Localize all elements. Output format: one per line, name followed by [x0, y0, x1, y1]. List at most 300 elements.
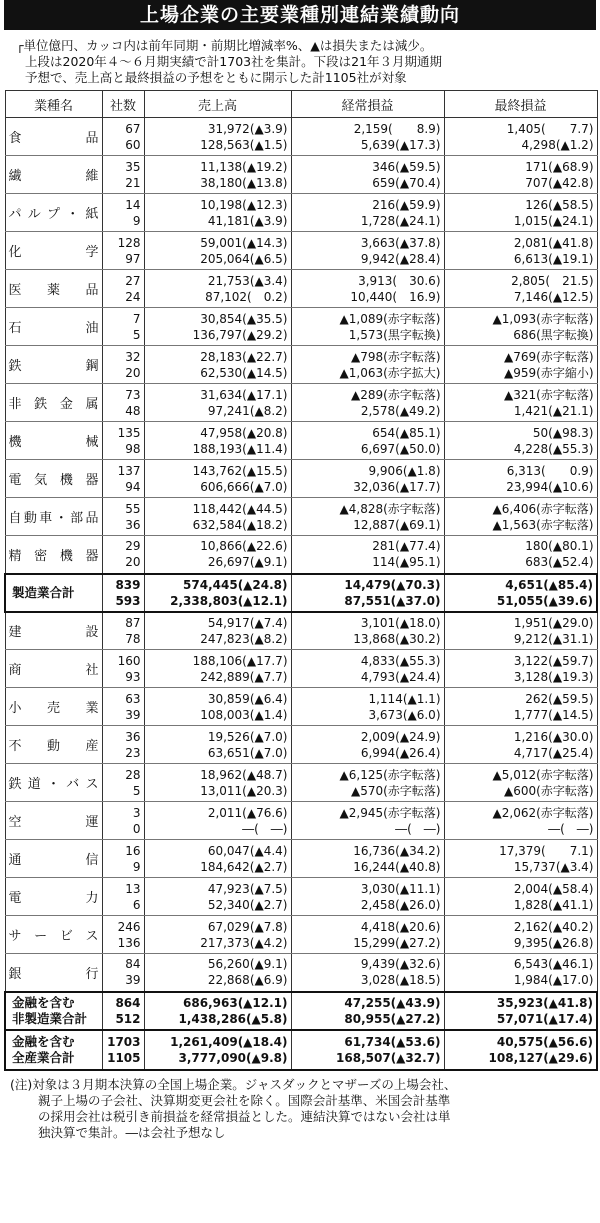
upper-value: ▲6,406(赤字転落): [492, 501, 594, 516]
upper-value: 59,001(▲14.3): [200, 235, 288, 250]
net-profit-cell: [444, 536, 597, 574]
lower-value: 4,228(▲55.3): [513, 441, 594, 456]
table-row: [5, 536, 597, 574]
upper-value: 216(▲59.9): [372, 197, 441, 212]
lower-value: 10,440( 16.9): [350, 289, 441, 304]
lower-value: ▲570(赤字転落): [351, 783, 441, 798]
ordinary-profit-cell: [291, 194, 444, 232]
lower-value: 217,373(▲4.2): [200, 935, 288, 950]
header-net-profit: 最終損益: [444, 91, 597, 118]
upper-value: 135: [117, 425, 141, 440]
ordinary-profit-cell: [291, 118, 444, 156]
ordinary-profit-cell: [291, 878, 444, 916]
lower-value: 12,887(▲69.1): [353, 517, 441, 532]
upper-value: 29: [125, 539, 141, 554]
upper-value: 16: [125, 843, 141, 858]
upper-value: 180(▲80.1): [525, 539, 594, 554]
sales-cell: [144, 802, 291, 840]
net-profit-cell: [444, 574, 597, 612]
net-profit-cell: [444, 878, 597, 916]
upper-value: 128: [117, 235, 141, 250]
ordinary-profit-cell: [291, 460, 444, 498]
lower-value: 108,127(▲29.6): [488, 1050, 593, 1065]
upper-value: 16,736(▲34.2): [353, 843, 441, 858]
ordinary-profit-cell: [291, 536, 444, 574]
note-line: 予想で、売上高と最終損益の予想をともに開示した計1105社が対象: [25, 70, 407, 85]
industry-name: 機械: [5, 422, 102, 460]
industry-name: [5, 1030, 102, 1070]
upper-value: 18,962(▲48.7): [200, 767, 288, 782]
lower-value: 184,642(▲2.7): [200, 859, 288, 874]
upper-value: 31,634(▲17.1): [200, 387, 288, 402]
lower-value: 136: [117, 935, 141, 950]
upper-value: 2,805( 21.5): [511, 273, 594, 288]
net-profit-cell: [444, 688, 597, 726]
ordinary-profit-cell: [291, 764, 444, 802]
ordinary-profit-cell: [291, 992, 444, 1030]
lower-value: 5,639(▲17.3): [360, 137, 441, 152]
company-count: [102, 384, 144, 422]
upper-value: 21,753(▲3.4): [207, 273, 288, 288]
upper-value: 6,313( 0.9): [506, 463, 594, 478]
upper-value: 2,011(▲76.6): [207, 805, 288, 820]
lower-value: ―( ―): [395, 821, 441, 836]
upper-value: 7: [132, 311, 141, 326]
upper-value: ▲2,945(赤字転落): [339, 805, 441, 820]
ordinary-profit-cell: [291, 802, 444, 840]
upper-value: 10,866(▲22.6): [200, 539, 288, 554]
upper-value: 2,081(▲41.8): [513, 235, 594, 250]
lower-value: ▲959(赤字縮小): [504, 365, 594, 380]
industry-name: 鉄道・バス: [5, 764, 102, 802]
lower-value: 87,551(▲37.0): [344, 593, 441, 608]
upper-value: 126(▲58.5): [525, 197, 594, 212]
lower-value: 5: [132, 783, 141, 798]
table-row: [5, 270, 597, 308]
results-table: [4, 90, 598, 1071]
upper-value: 84: [125, 957, 141, 972]
upper-value: 73: [125, 387, 141, 402]
lower-value: 23: [125, 745, 141, 760]
net-profit-cell: [444, 460, 597, 498]
ordinary-profit-cell: [291, 840, 444, 878]
upper-value: 67: [125, 121, 141, 136]
company-count: [102, 194, 144, 232]
sales-cell: [144, 764, 291, 802]
lower-value: 1,438,286(▲5.8): [178, 1011, 288, 1026]
footnote-line: 独決算で集計。―は会社予想なし: [38, 1124, 226, 1140]
sales-cell: [144, 346, 291, 384]
upper-value: 118,442(▲44.5): [192, 501, 288, 516]
lower-value: 6,697(▲50.0): [360, 441, 441, 456]
net-profit-cell: [444, 726, 597, 764]
table-row: [5, 232, 597, 270]
table-row: [5, 194, 597, 232]
company-count: [102, 308, 144, 346]
upper-value: 67,029(▲7.8): [207, 919, 288, 934]
net-profit-cell: [444, 1030, 597, 1070]
lower-value: 1105: [107, 1050, 141, 1065]
net-profit-cell: [444, 954, 597, 992]
table-row: [5, 308, 597, 346]
lower-value: 9: [132, 859, 141, 874]
table-row: [5, 498, 597, 536]
ordinary-profit-cell: [291, 688, 444, 726]
upper-value: 171(▲68.9): [525, 159, 594, 174]
lower-value: 188,193(▲11.4): [192, 441, 288, 456]
upper-value: 686,963(▲12.1): [183, 995, 288, 1010]
header-industry: 業種名: [5, 91, 102, 118]
upper-value: 1,405( 7.7): [506, 121, 594, 136]
upper-value: ▲1,093(赤字転落): [492, 311, 594, 326]
ordinary-profit-cell: [291, 612, 444, 650]
sales-cell: [144, 156, 291, 194]
lower-value: 1,828(▲41.1): [513, 897, 594, 912]
table-row: [5, 1030, 597, 1070]
lower-value: 205,064(▲6.5): [200, 251, 288, 266]
upper-value: 32: [125, 349, 141, 364]
ordinary-profit-cell: [291, 270, 444, 308]
upper-value: 27: [125, 273, 141, 288]
table-row: [5, 878, 597, 916]
upper-value: ▲798(赤字転落): [351, 349, 441, 364]
industry-name: 小売業: [5, 688, 102, 726]
lower-value: 39: [125, 973, 141, 988]
lower-value: 87,102( 0.2): [205, 289, 288, 304]
company-count: [102, 878, 144, 916]
sales-cell: [144, 498, 291, 536]
lower-value: ▲600(赤字転落): [504, 783, 594, 798]
upper-value: ▲5,012(赤字転落): [492, 767, 594, 782]
sales-cell: [144, 574, 291, 612]
note-line: ┌単位億円、カッコ内は前年同期・前期比増減率%、▲は損失または減少。: [16, 38, 433, 53]
sales-cell: [144, 308, 291, 346]
table-row: [5, 726, 597, 764]
industry-name: 商社: [5, 650, 102, 688]
upper-value: 3,030(▲11.1): [360, 881, 441, 896]
company-count: [102, 498, 144, 536]
lower-value: 659(▲70.4): [372, 175, 441, 190]
upper-value: 28,183(▲22.7): [200, 349, 288, 364]
ordinary-profit-cell: [291, 232, 444, 270]
header-ordinary-profit: 経常損益: [291, 91, 444, 118]
upper-value: 87: [125, 615, 141, 630]
upper-value: 4,833(▲55.3): [360, 653, 441, 668]
upper-value: 160: [117, 653, 141, 668]
upper-value: 4,418(▲20.6): [360, 919, 441, 934]
sales-cell: [144, 688, 291, 726]
industry-name: 非鉄金属: [5, 384, 102, 422]
upper-value: ▲6,125(赤字転落): [339, 767, 441, 782]
lower-value: 4,298(▲1.2): [521, 137, 594, 152]
net-profit-cell: [444, 802, 597, 840]
industry-name: [5, 992, 102, 1030]
upper-value: 50(▲98.3): [532, 425, 594, 440]
ordinary-profit-cell: [291, 1030, 444, 1070]
footnote-line: 親子上場の子会社、決算期変更会社を除く。国際会計基準、米国会計基準: [38, 1092, 451, 1108]
net-profit-cell: [444, 384, 597, 422]
header-sales: 売上高: [144, 91, 291, 118]
footnote: [4, 1071, 596, 1141]
upper-value: 54,917(▲7.4): [207, 615, 288, 630]
net-profit-cell: [444, 194, 597, 232]
sales-cell: [144, 422, 291, 460]
lower-value: 57,071(▲17.4): [496, 1011, 593, 1026]
lower-value: 94: [125, 479, 141, 494]
lower-value: 78: [125, 631, 141, 646]
lower-value: 593: [115, 593, 141, 608]
ordinary-profit-cell: [291, 308, 444, 346]
upper-value: 47,958(▲20.8): [200, 425, 288, 440]
upper-value: 63: [125, 691, 141, 706]
sales-cell: [144, 954, 291, 992]
footnote-line: の採用会社は税引き前損益を経常損益とした。連結決算ではない会社は単: [38, 1108, 451, 1124]
upper-value: ▲2,062(赤字転落): [492, 805, 594, 820]
upper-value: 188,106(▲17.7): [192, 653, 288, 668]
lower-value: 9,942(▲28.4): [360, 251, 441, 266]
upper-value: 14,479(▲70.3): [344, 577, 441, 592]
ordinary-profit-cell: [291, 384, 444, 422]
lower-value: 632,584(▲18.2): [192, 517, 288, 532]
industry-name: 空運: [5, 802, 102, 840]
lower-value: 3,777,090(▲9.8): [178, 1050, 288, 1065]
lower-value: 512: [115, 1011, 141, 1026]
lower-value: 136,797(▲29.2): [192, 327, 288, 342]
upper-value: 246: [117, 919, 141, 934]
industry-name-line: 金融を含む: [12, 994, 75, 1010]
lower-value: 1,573(黒字転換): [348, 327, 441, 342]
upper-value: 13: [125, 881, 141, 896]
company-count: [102, 536, 144, 574]
lower-value: 52,340(▲2.7): [207, 897, 288, 912]
upper-value: 55: [125, 501, 141, 516]
note-line: 上段は2020年４～６月期実績で計1703社を集計。下段は21年３月期通期: [25, 54, 443, 69]
upper-value: 1,261,409(▲18.4): [170, 1034, 288, 1049]
sales-cell: [144, 384, 291, 422]
lower-value: 97,241(▲8.2): [207, 403, 288, 418]
lower-value: 686(黒字転換): [513, 327, 594, 342]
lower-value: 16,244(▲40.8): [353, 859, 441, 874]
lower-value: 41,181(▲3.9): [207, 213, 288, 228]
sales-cell: [144, 536, 291, 574]
table-row: [5, 574, 597, 612]
net-profit-cell: [444, 156, 597, 194]
lower-value: 22,868(▲6.9): [207, 973, 288, 988]
ordinary-profit-cell: [291, 650, 444, 688]
industry-name: 通信: [5, 840, 102, 878]
lower-value: 1,015(▲24.1): [513, 213, 594, 228]
lower-value: 97: [125, 251, 141, 266]
sales-cell: [144, 878, 291, 916]
lower-value: ▲1,063(赤字拡大): [339, 365, 441, 380]
table-row: [5, 916, 597, 954]
lower-value: 1,421(▲21.1): [513, 403, 594, 418]
upper-value: ▲4,828(赤字転落): [339, 501, 441, 516]
upper-value: 1,114(▲1.1): [368, 691, 441, 706]
sales-cell: [144, 232, 291, 270]
lower-value: 5: [132, 327, 141, 342]
lower-value: 6,613(▲19.1): [513, 251, 594, 266]
company-count: [102, 726, 144, 764]
upper-value: 1,951(▲29.0): [513, 615, 594, 630]
net-profit-cell: [444, 650, 597, 688]
company-count: [102, 840, 144, 878]
lower-value: 606,666(▲7.0): [200, 479, 288, 494]
upper-value: 11,138(▲19.2): [200, 159, 288, 174]
lower-value: 13,011(▲20.3): [200, 783, 288, 798]
upper-value: 30,859(▲6.4): [207, 691, 288, 706]
industry-name: 自動車・部品: [5, 498, 102, 536]
company-count: [102, 574, 144, 612]
company-count: [102, 346, 144, 384]
table-header: [5, 91, 597, 118]
ordinary-profit-cell: [291, 574, 444, 612]
lower-value: ▲1,563(赤字転落): [492, 517, 594, 532]
lower-value: 683(▲52.4): [525, 555, 594, 570]
ordinary-profit-cell: [291, 498, 444, 536]
lower-value: 63,651(▲7.0): [207, 745, 288, 760]
table-row: [5, 460, 597, 498]
sales-cell: [144, 840, 291, 878]
upper-value: 346(▲59.5): [372, 159, 441, 174]
industry-name: パルプ・紙: [5, 194, 102, 232]
upper-value: 60,047(▲4.4): [207, 843, 288, 858]
lower-value: 39: [125, 707, 141, 722]
lower-value: 23,994(▲10.6): [506, 479, 594, 494]
upper-value: 31,972(▲3.9): [207, 121, 288, 136]
ordinary-profit-cell: [291, 156, 444, 194]
net-profit-cell: [444, 992, 597, 1030]
upper-value: 262(▲59.5): [525, 691, 594, 706]
company-count: [102, 954, 144, 992]
ordinary-profit-cell: [291, 916, 444, 954]
table-row: [5, 612, 597, 650]
upper-value: ▲769(赤字転落): [504, 349, 594, 364]
upper-value: ▲1,089(赤字転落): [339, 311, 441, 326]
lower-value: 13,868(▲30.2): [353, 631, 441, 646]
upper-value: 1,216(▲30.0): [513, 729, 594, 744]
lower-value: 4,793(▲24.4): [360, 669, 441, 684]
net-profit-cell: [444, 764, 597, 802]
net-profit-cell: [444, 308, 597, 346]
company-count: [102, 1030, 144, 1070]
lower-value: 0: [132, 821, 141, 836]
table-row: [5, 802, 597, 840]
ordinary-profit-cell: [291, 346, 444, 384]
lower-value: 707(▲42.8): [525, 175, 594, 190]
table-row: [5, 156, 597, 194]
industry-name: 精密機器: [5, 536, 102, 574]
lower-value: 32,036(▲17.7): [353, 479, 441, 494]
lower-value: 60: [125, 137, 141, 152]
industry-name-line: 非製造業合計: [12, 1010, 88, 1026]
lower-value: 62,530(▲14.5): [200, 365, 288, 380]
upper-value: 30,854(▲35.5): [200, 311, 288, 326]
lower-value: 9,395(▲26.8): [513, 935, 594, 950]
industry-name-line: 金融を含む: [12, 1033, 75, 1049]
industry-name: 不動産: [5, 726, 102, 764]
industry-name: サービス: [5, 916, 102, 954]
upper-value: 56,260(▲9.1): [207, 957, 288, 972]
industry-name: 製造業合計: [5, 574, 102, 612]
industry-name-line: 全産業合計: [12, 1049, 75, 1065]
ordinary-profit-cell: [291, 422, 444, 460]
net-profit-cell: [444, 916, 597, 954]
upper-value: 17,379( 7.1): [499, 843, 594, 858]
lower-value: 3,128(▲19.3): [513, 669, 594, 684]
company-count: [102, 916, 144, 954]
sales-cell: [144, 460, 291, 498]
upper-value: 137: [117, 463, 141, 478]
upper-value: 47,255(▲43.9): [344, 995, 441, 1010]
upper-value: 35,923(▲41.8): [496, 995, 593, 1010]
company-count: [102, 156, 144, 194]
sales-cell: [144, 916, 291, 954]
table-row: [5, 118, 597, 156]
lower-value: 3,028(▲18.5): [360, 973, 441, 988]
lower-value: 21: [125, 175, 141, 190]
industry-name: 食品: [5, 118, 102, 156]
lower-value: 24: [125, 289, 141, 304]
upper-value: 1703: [107, 1034, 141, 1049]
upper-value: 864: [115, 995, 141, 1010]
lower-value: 3,673(▲6.0): [368, 707, 441, 722]
page-title: 上場企業の主要業種別連結業績動向: [4, 0, 596, 30]
upper-value: 4,651(▲85.4): [505, 577, 593, 592]
lower-value: 168,507(▲32.7): [336, 1050, 441, 1065]
company-count: [102, 422, 144, 460]
lower-value: 2,578(▲49.2): [360, 403, 441, 418]
lower-value: 51,055(▲39.6): [496, 593, 593, 608]
sales-cell: [144, 118, 291, 156]
upper-value: 19,526(▲7.0): [207, 729, 288, 744]
sales-cell: [144, 1030, 291, 1070]
upper-value: ▲321(赤字転落): [504, 387, 594, 402]
lower-value: 48: [125, 403, 141, 418]
lower-value: 2,458(▲26.0): [360, 897, 441, 912]
upper-value: 9,439(▲32.6): [360, 957, 441, 972]
upper-value: 3: [132, 805, 141, 820]
lower-value: 9: [132, 213, 141, 228]
industry-name: 鉄鋼: [5, 346, 102, 384]
footnote-line: (注)対象は３月期本決算の全国上場企業。ジャスダックとマザーズの上場会社、: [10, 1076, 457, 1092]
table-row: [5, 346, 597, 384]
industry-name: 電力: [5, 878, 102, 916]
table-row: [5, 650, 597, 688]
industry-name: 建設: [5, 612, 102, 650]
lower-value: 98: [125, 441, 141, 456]
company-count: [102, 650, 144, 688]
upper-value: 281(▲77.4): [372, 539, 441, 554]
lower-value: 4,717(▲25.4): [513, 745, 594, 760]
sales-cell: [144, 270, 291, 308]
upper-value: 654(▲85.1): [372, 425, 441, 440]
upper-value: 2,162(▲40.2): [513, 919, 594, 934]
company-count: [102, 688, 144, 726]
table-row: [5, 954, 597, 992]
lower-value: 114(▲95.1): [372, 555, 441, 570]
industry-name: 電気機器: [5, 460, 102, 498]
table-body: [5, 118, 597, 1070]
upper-value: 3,101(▲18.0): [360, 615, 441, 630]
industry-name: 銀行: [5, 954, 102, 992]
lower-value: 9,212(▲31.1): [513, 631, 594, 646]
upper-value: 3,913( 30.6): [358, 273, 441, 288]
net-profit-cell: [444, 498, 597, 536]
industry-name: 化学: [5, 232, 102, 270]
sales-cell: [144, 194, 291, 232]
lower-value: 7,146(▲12.5): [513, 289, 594, 304]
